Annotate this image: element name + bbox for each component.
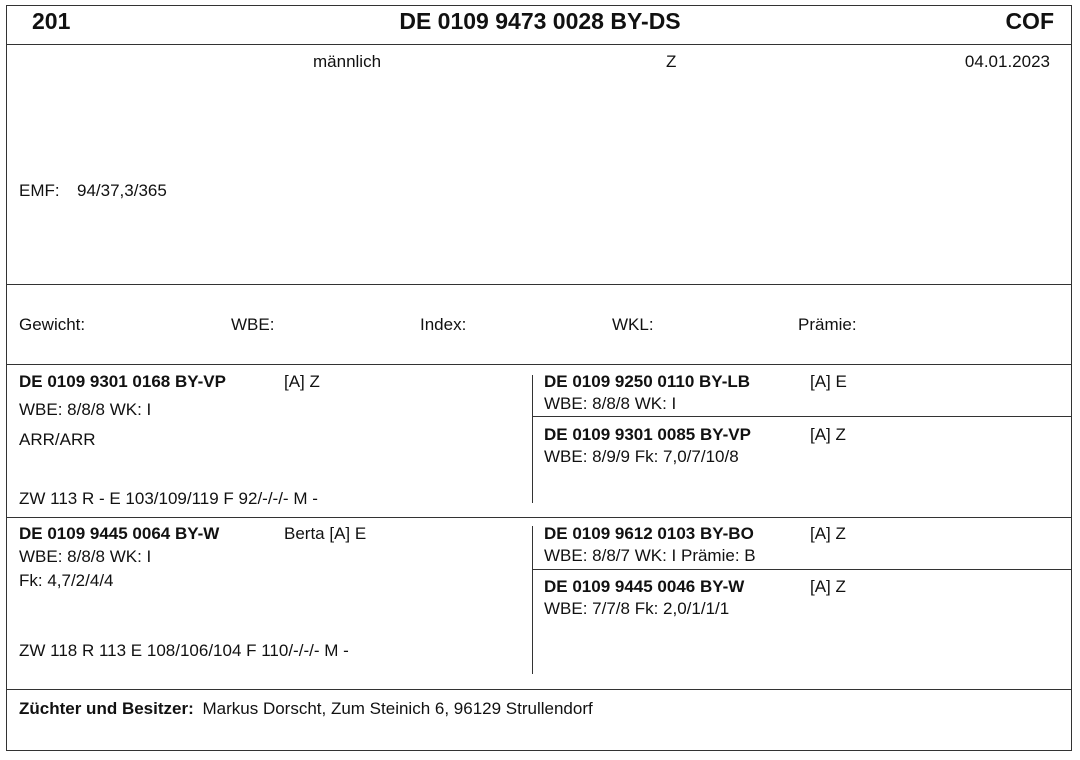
dam-tags: Berta [A] E xyxy=(284,524,367,543)
wkl-label: WKL: xyxy=(612,315,654,334)
sire-mother-id: DE 0109 9301 0085 BY-VP xyxy=(544,425,751,444)
catalog-number: 201 xyxy=(32,8,71,34)
sire-column-divider xyxy=(532,375,533,503)
dam-father-id: DE 0109 9612 0103 BY-BO xyxy=(544,524,754,543)
info-divider xyxy=(6,284,1072,285)
dam-father-tags: [A] Z xyxy=(810,524,846,543)
wbe-label: WBE: xyxy=(231,315,275,334)
emf-label: EMF: xyxy=(19,181,60,200)
dam-fk: Fk: 4,7/2/4/4 xyxy=(19,571,114,590)
sire-father-id: DE 0109 9250 0110 BY-LB xyxy=(544,372,751,391)
sex-value: männlich xyxy=(313,52,382,71)
dam-mother-tags: [A] Z xyxy=(810,577,846,596)
dam-father-wbe: WBE: 8/8/7 WK: I Prämie: B xyxy=(544,546,756,565)
breed-code: COF xyxy=(1005,8,1054,34)
sire-father-tags: [A] E xyxy=(810,372,847,391)
dam-mother-wbe: WBE: 7/7/8 Fk: 2,0/1/1/1 xyxy=(544,599,730,618)
sire-wbe: WBE: 8/8/8 WK: I xyxy=(19,400,152,419)
weight-label: Gewicht: xyxy=(19,315,86,334)
ear-tag-title: DE 0109 9473 0028 BY-DS xyxy=(399,8,681,34)
dam-mother-id: DE 0109 9445 0046 BY-W xyxy=(544,577,745,596)
owner-label: Züchter und Besitzer: xyxy=(19,699,194,718)
date-value: 04.01.2023 xyxy=(964,52,1050,71)
evaluation-divider xyxy=(6,364,1072,365)
dam-column-divider xyxy=(532,526,533,674)
sire-dam-divider xyxy=(6,517,1072,518)
sire-tags: [A] Z xyxy=(284,372,320,391)
sire-id: DE 0109 9301 0168 BY-VP xyxy=(19,372,226,391)
dam-breeding-value: ZW 118 R 113 E 108/106/104 F 110/-/-/- M - xyxy=(19,641,349,660)
sire-genotype: ARR/ARR xyxy=(19,430,96,449)
dam-parents-divider xyxy=(533,569,1072,570)
header-divider xyxy=(6,44,1072,45)
mark-value: Z xyxy=(666,52,677,71)
sire-father-wbe: WBE: 8/8/8 WK: I xyxy=(544,394,677,413)
owner-row xyxy=(19,699,593,719)
dam-wbe: WBE: 8/8/8 WK: I xyxy=(19,547,152,566)
praemie-label: Prämie: xyxy=(798,315,857,334)
sire-parents-divider xyxy=(533,416,1072,417)
emf-value: 94/37,3/365 xyxy=(77,181,167,200)
sire-mother-wbe: WBE: 8/9/9 Fk: 7,0/7/10/8 xyxy=(544,447,739,466)
owner-divider xyxy=(6,689,1072,690)
sire-breeding-value: ZW 113 R - E 103/109/119 F 92/-/-/- M - xyxy=(19,489,318,508)
owner-value: Markus Dorscht, Zum Steinich 6, 96129 Strullendorf xyxy=(202,699,593,718)
index-label: Index: xyxy=(420,315,467,334)
dam-id: DE 0109 9445 0064 BY-W xyxy=(19,524,220,543)
sire-mother-tags: [A] Z xyxy=(810,425,846,444)
